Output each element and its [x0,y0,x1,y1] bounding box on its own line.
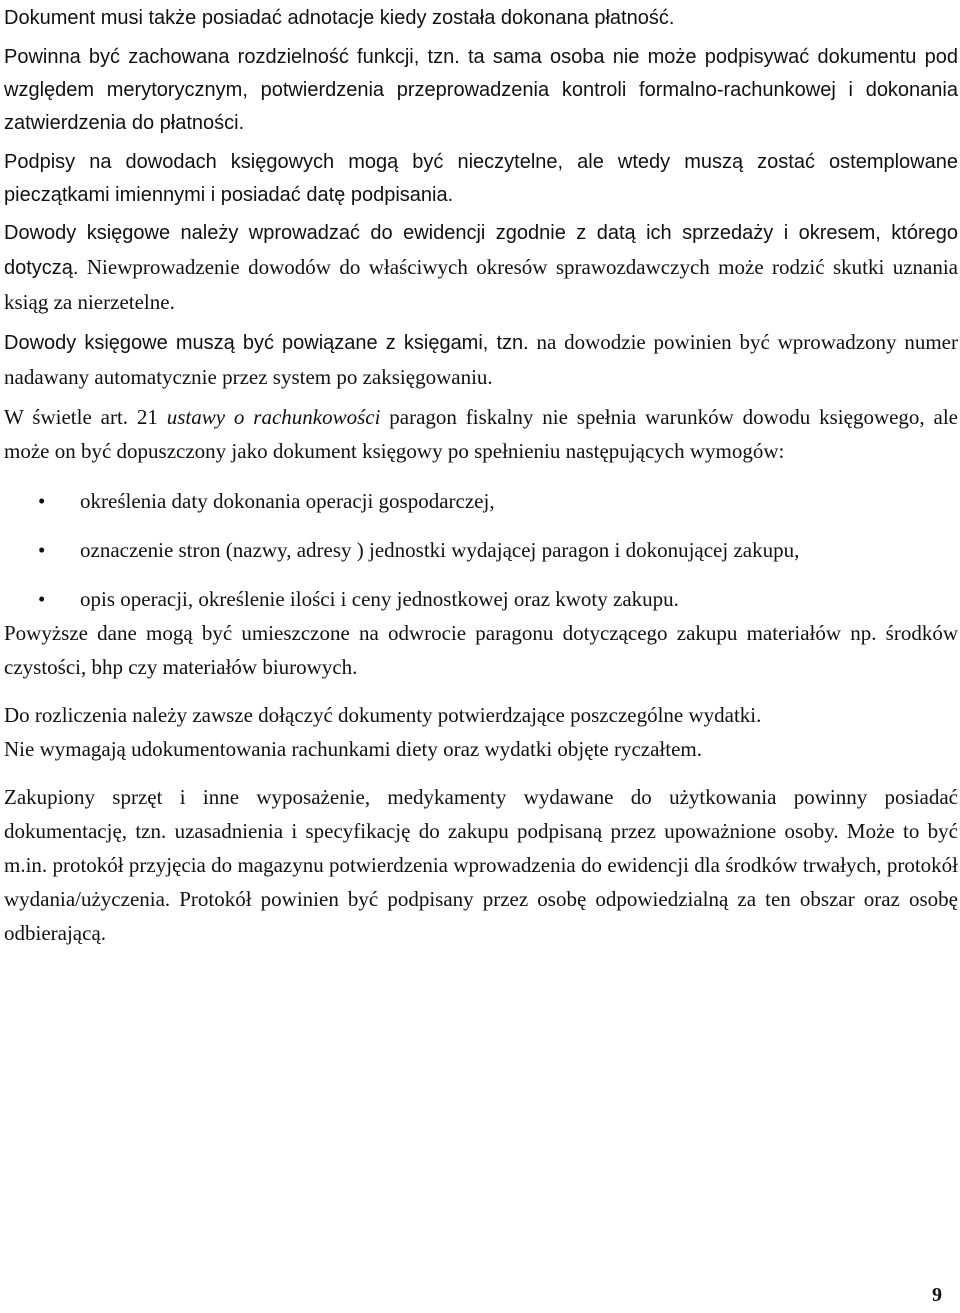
page-number: 9 [932,1284,942,1306]
paragraph-recording-dates [4,217,958,320]
paragraph-fiscal-receipt-part-1: W świetle art. 21 [4,405,167,429]
paragraph-receipt-reverse: Powyższe dane mogą być umieszczone na odwrocie paragonu dotyczącego zakupu materiałów np. środków czystości, bhp czy materiałów biurowych. [4,621,958,679]
bullet-icon: • [38,489,46,513]
list-item [4,582,958,616]
list-item-text: oznaczenie stron (nazwy, adresy ) jednostki wydającej paragon i dokonującej zakupu, [80,538,800,562]
paragraph-settlement-line-1: Do rozliczenia należy zawsze dołączyć dokumenty potwierdzające poszczególne wydatki. [4,703,762,727]
document-body [4,0,958,950]
paragraph-linking-books-part-1: Dowody księgowe muszą być powiązane z księgami, tzn. [4,332,529,354]
paragraph-recording-dates-part-1: Dowody księgowe należy wprowadzać do ewidencji zgodnie z datą ich sprzedaży i okresem, którego dotyczą. [4,222,958,279]
paragraph-payment-annotation: Dokument musi także posiadać adnotacje kiedy została dokonana płatność. [4,7,675,29]
bullet-icon: • [38,587,46,611]
paragraph-recording-dates-part-2: Niewprowadzenie dowodów do właściwych okresów sprawozdawczych może rodzić skutki uznania ksiąg za nierzetelne. [4,255,958,314]
paragraph-signatures: Podpisy na dowodach księgowych mogą być nieczytelne, ale wtedy muszą zostać ostemplowane pieczątkami imiennymi i posiadać datę podpisania. [4,151,958,206]
paragraph-settlement [4,698,958,766]
paragraph-linking-books [4,325,958,395]
paragraph-fiscal-receipt-part-2: paragon fiskalny nie spełnia warunków dowodu księgowego, ale może on być dopuszczony jako dokument księgowy po spełnieniu następujących wymogów: [4,405,959,463]
act-title: ustawy o rachunkowości [166,405,381,429]
list-item [4,484,958,518]
requirements-list [4,484,958,616]
paragraph-linking-books-part-2: na dowodzie powinien być wprowadzony numer nadawany automatycznie przez system po zaksięgowaniu. [4,330,958,389]
paragraph-fiscal-receipt [4,400,958,468]
paragraph-separation-of-duties: Powinna być zachowana rozdzielność funkcji, tzn. ta sama osoba nie może podpisywać dokumentu pod względem merytorycznym, potwierdzenia przeprowadzenia kontroli formalno-rachunkowej i dokonania zatwierdzenia do płatności. [4,46,958,134]
paragraph-equipment-documentation: Zakupiony sprzęt i inne wyposażenie, medykamenty wydawane do użytkowania powinny posiadać dokumentację, tzn. uzasadnienia i specyfikację do zakupu podpisaną przez upoważnione osoby. Może to być m.in. protokół przyjęcia do magazynu potwierdzenia wprowadzenia do ewidencji dla środków trwałych, protokół wydania/użyczenia. Protokół powinien być podpisany przez osobę odpowiedzialną za ten obszar oraz osobę odbierającą. [4,785,958,945]
bullet-icon: • [38,538,46,562]
list-item-text: opis operacji, określenie ilości i ceny jednostkowej oraz kwoty zakupu. [80,587,679,611]
list-item-text: określenia daty dokonania operacji gospodarczej, [80,489,495,513]
paragraph-settlement-line-2: Nie wymagają udokumentowania rachunkami diety oraz wydatki objęte ryczałtem. [4,737,702,761]
list-item [4,533,958,567]
